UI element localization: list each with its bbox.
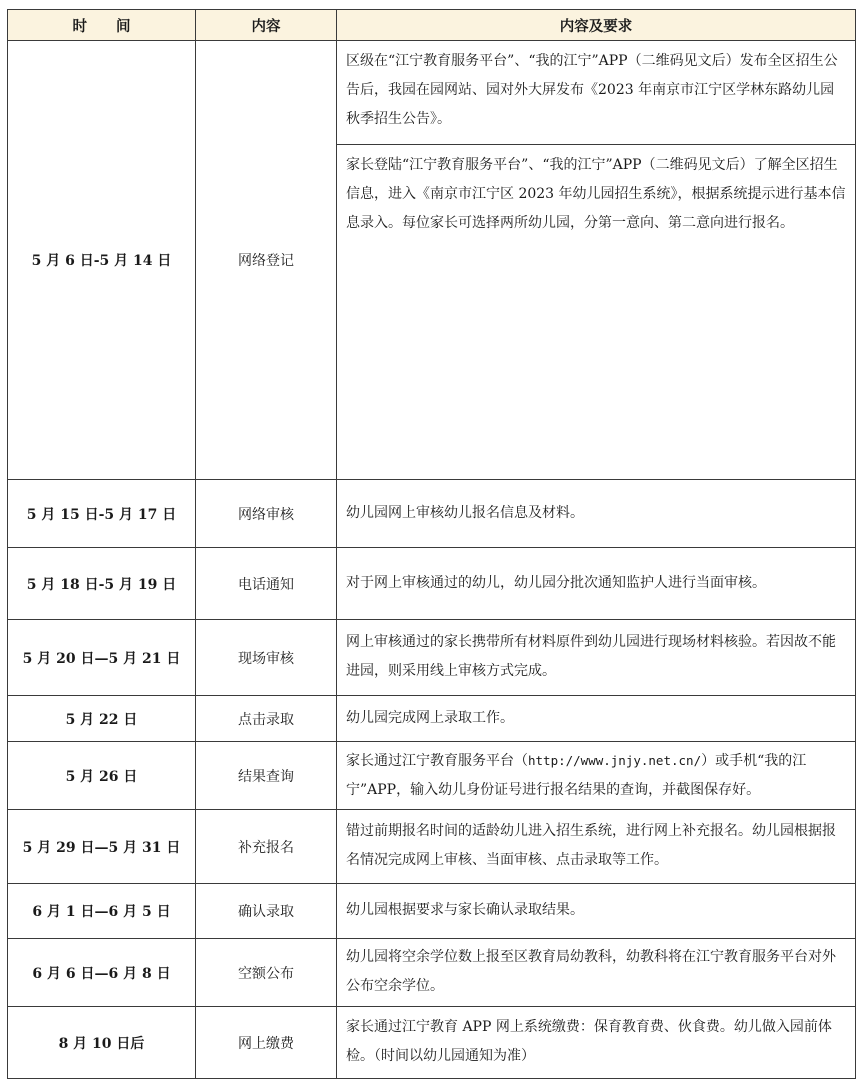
table-row [8, 1007, 856, 1079]
row-item: 结果查询 [196, 742, 337, 810]
row-item: 空额公布 [196, 939, 337, 1007]
table-row [8, 696, 856, 742]
row-desc: 对于网上审核通过的幼儿，幼儿园分批次通知监护人进行当面审核。 [337, 548, 856, 620]
row-desc: 家长通过江宁教育 APP 网上系统缴费：保育教育费、伙食费。幼儿做入园前体检。（时间以幼儿园通知为准） [337, 1007, 856, 1079]
row-desc: 网上审核通过的家长携带所有材料原件到幼儿园进行现场材料核验。若因故不能进园，则采用线上审核方式完成。 [337, 620, 856, 696]
row-desc-text: 家长通过江宁教育服务平台（ [346, 752, 528, 769]
header-time: 时 间 [8, 10, 196, 41]
row-desc: 幼儿园根据要求与家长确认录取结果。 [337, 884, 856, 939]
row-time: 6 月 6 日—6 月 8 日 [8, 939, 196, 1007]
row-time: 5 月 6 日-5 月 14 日 [8, 41, 196, 480]
table-header-row [8, 10, 856, 41]
table-row [8, 480, 856, 548]
table-row [8, 884, 856, 939]
row-time: 5 月 20 日—5 月 21 日 [8, 620, 196, 696]
row-item: 确认录取 [196, 884, 337, 939]
row-item: 网上缴费 [196, 1007, 337, 1079]
header-item: 内容 [196, 10, 337, 41]
row-item: 网络审核 [196, 480, 337, 548]
table-row [8, 939, 856, 1007]
row-time: 5 月 29 日—5 月 31 日 [8, 810, 196, 884]
header-desc: 内容及要求 [337, 10, 856, 41]
row-desc: 错过前期报名时间的适龄幼儿进入招生系统，进行网上补充报名。幼儿园根据报名情况完成网上审核、当面审核、点击录取等工作。 [337, 810, 856, 884]
row-item: 网络登记 [196, 41, 337, 480]
row-time: 5 月 22 日 [8, 696, 196, 742]
row-item: 现场审核 [196, 620, 337, 696]
table-row [8, 810, 856, 884]
enrollment-schedule-table [7, 9, 856, 1079]
row-desc: 幼儿园将空余学位数上报至区教育局幼教科，幼教科将在江宁教育服务平台对外公布空余学位。 [337, 939, 856, 1007]
row-desc-text: ）或手机“我的江宁”APP，输入幼儿身份证号进行报名结果的查询，并截图保存好。 [346, 752, 807, 798]
row-item: 补充报名 [196, 810, 337, 884]
table-row [8, 41, 856, 480]
table-row [8, 548, 856, 620]
row-desc: 幼儿园完成网上录取工作。 [337, 696, 856, 742]
row-item: 点击录取 [196, 696, 337, 742]
table-row [8, 620, 856, 696]
row-desc [337, 41, 856, 480]
row-desc [337, 742, 856, 810]
row-desc-part-b: 家长登陆“江宁教育服务平台”、“我的江宁”APP（二维码见文后）了解全区招生信息，进入《南京市江宁区 2023 年幼儿园招生系统》，根据系统提示进行基本信息录入。每位家长可选择两所幼儿园，分第一意向、第二意向进行报名。 [337, 144, 855, 244]
row-desc-part-a: 区级在“江宁教育服务平台”、“我的江宁”APP（二维码见文后）发布全区招生公告后，我园在园网站、园对外大屏发布《2023 年南京市江宁区学林东路幼儿园秋季招生公告》。 [346, 53, 838, 127]
row-item: 电话通知 [196, 548, 337, 620]
row-time: 5 月 15 日-5 月 17 日 [8, 480, 196, 548]
row-time: 5 月 18 日-5 月 19 日 [8, 548, 196, 620]
row-time: 8 月 10 日后 [8, 1007, 196, 1079]
row-time: 5 月 26 日 [8, 742, 196, 810]
platform-url-link[interactable]: http://www.jnjy.net.cn/ [528, 752, 702, 768]
row-desc: 幼儿园网上审核幼儿报名信息及材料。 [337, 480, 856, 548]
table-row [8, 742, 856, 810]
row-time: 6 月 1 日—6 月 5 日 [8, 884, 196, 939]
